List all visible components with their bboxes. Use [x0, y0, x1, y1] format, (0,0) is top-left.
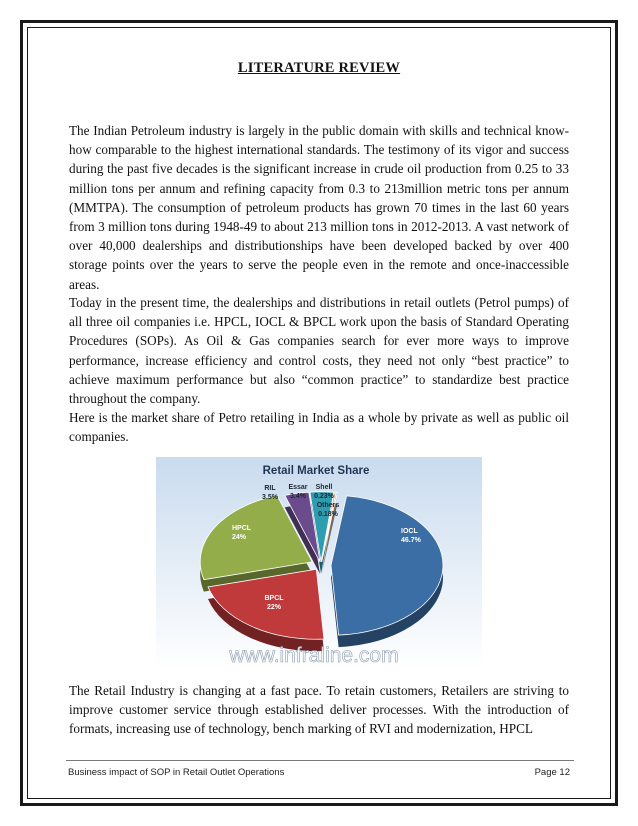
slice-value-essar: 3.4% — [290, 493, 306, 500]
slice-label-essar: Essar — [288, 484, 308, 491]
paragraph-market-share-intro: Here is the market share of Petro retailing in India as a whole by private as well as public oil companies. — [69, 410, 569, 445]
footer-document-title: Business impact of SOP in Retail Outlet Operations — [68, 767, 285, 778]
pie-chart-svg — [156, 457, 482, 668]
footer-divider — [66, 760, 574, 761]
paragraph-industry-overview: The Indian Petroleum industry is largely in the public domain with skills and technical know-how comparable to the highest international standards. The testimony of its vigor and success during the past five decades is the significant increase in crude oil production from 0.25 to 33 million tons per annum and refining capacity from 0.3 to 213million metric tons per annum (MMTPA). The consumption of petroleum products has grown 70 times in the last 60 years from 3 million tons during 1948-49 to about 213 million tons in 2012-2013. A vast network of over 40,000 dealerships and distributionships have been developed backed by over 400 storage points over the years to serve the people even in the remote and once-inaccessible areas. — [69, 123, 569, 292]
slice-label-hpcl: HPCL — [232, 525, 252, 532]
slice-label-iocl: IOCL — [401, 528, 418, 535]
slice-label-others: Others — [316, 502, 340, 509]
footer-page-number: Page 12 — [534, 767, 570, 778]
chart-title: Retail Market Share — [262, 465, 370, 477]
slice-value-shell: 0.23% — [314, 493, 334, 500]
page-title: LITERATURE REVIEW — [237, 60, 401, 76]
slice-value-iocl: 46.7% — [401, 537, 421, 544]
slice-label-bpcl: BPCL — [264, 595, 284, 602]
slice-label-ril: RIL — [264, 485, 276, 492]
paragraph-retail-industry: The Retail Industry is changing at a fast pace. To retain customers, Retailers are striving to improve customer service through established deliver processes. With the introduction of formats, increasing use of technology, bench marking of RVI and modernization, HPCL — [69, 683, 569, 737]
slice-value-ril: 3.5% — [262, 494, 278, 501]
paragraph-sop-practices: Today in the present time, the dealerships and distributions in retail outlets (Petrol pumps) of all three oil companies i.e. HPCL, IOCL & BPCL work upon the basis of Standard Operating Procedures (SOPs). As Oil & Gas companies search for ever more ways to improve performance, increase efficiency and control costs, they need not only “best practice” to achieve maximum performance but also “common practice” to standardize best practice throughout the company. — [69, 295, 569, 407]
slice-value-hpcl: 24% — [232, 534, 247, 541]
slice-label-shell: Shell — [315, 484, 333, 491]
market-share-chart — [156, 457, 482, 668]
slice-value-bpcl: 22% — [266, 604, 282, 611]
watermark-text: www.infraline.com — [229, 644, 399, 667]
slice-value-others: 0.18% — [318, 511, 338, 518]
